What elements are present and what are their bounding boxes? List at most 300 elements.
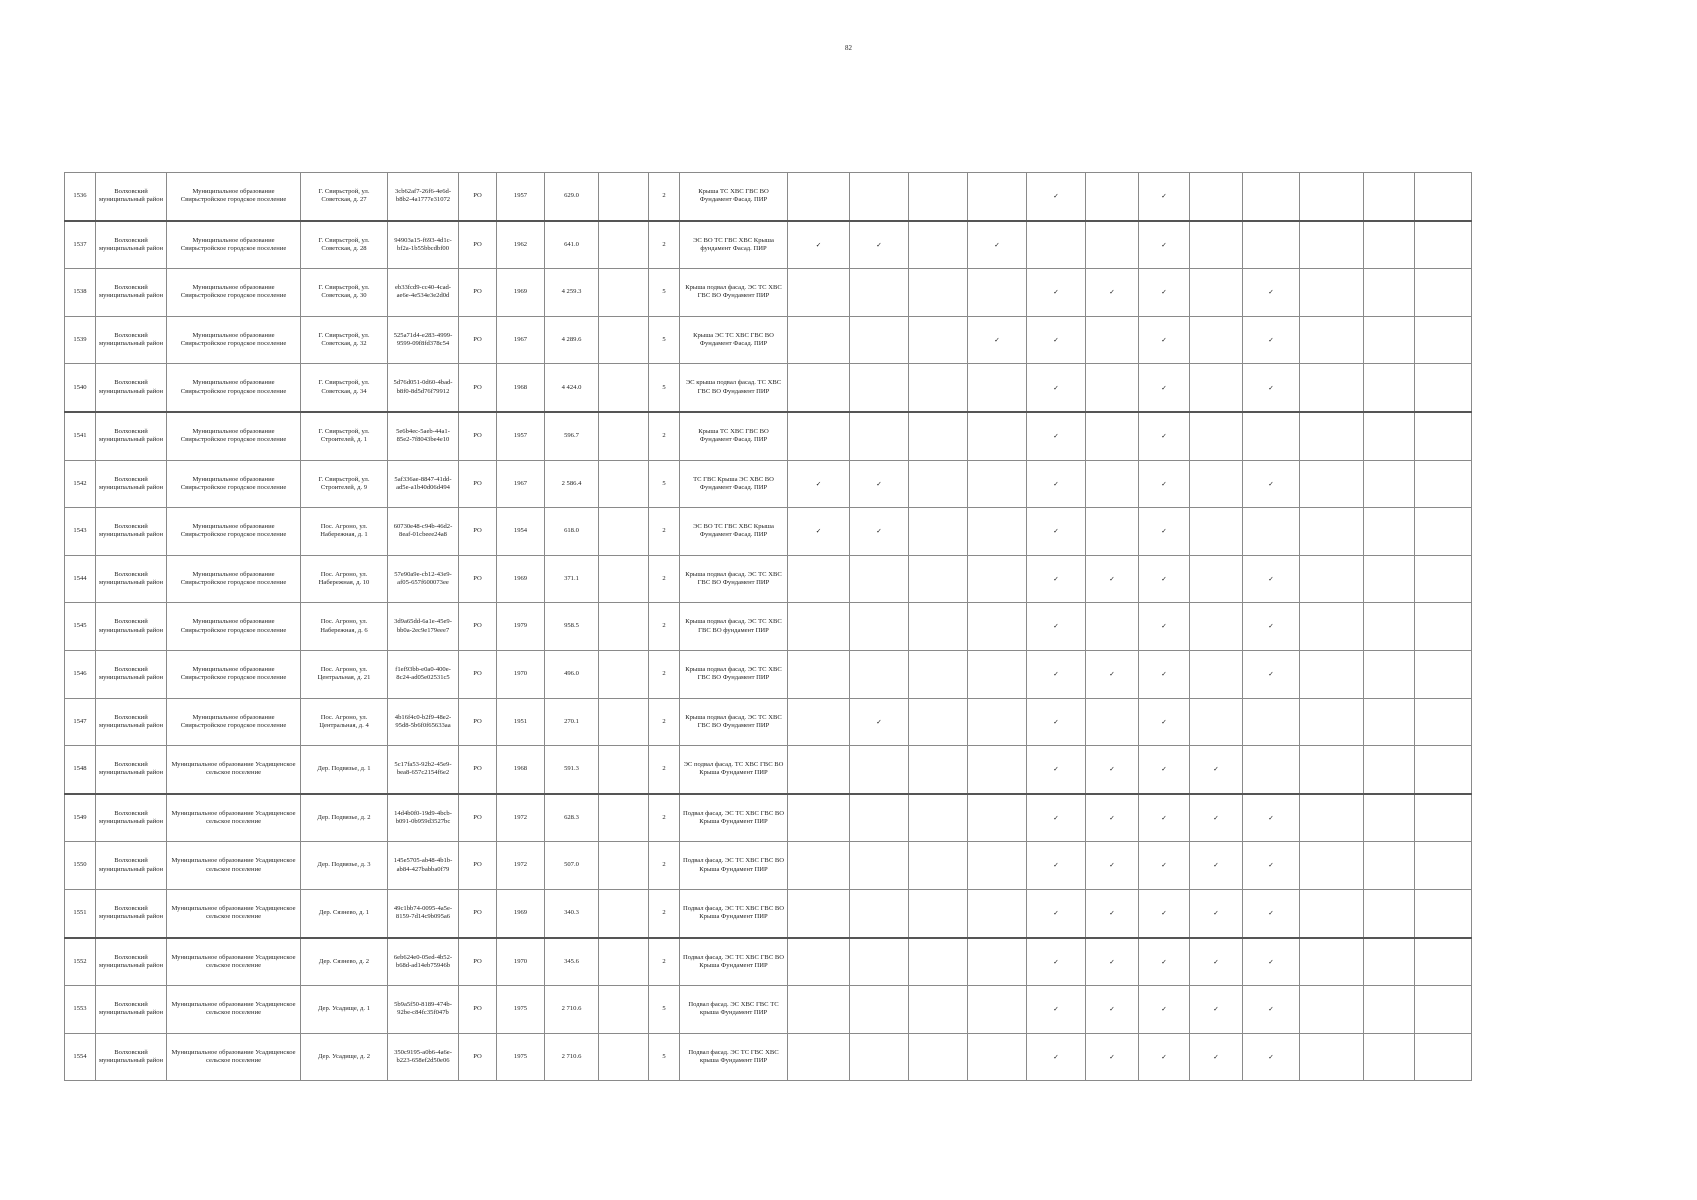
cell-empty: [1243, 221, 1300, 269]
cell-empty: [1190, 221, 1243, 269]
cell-empty: [1415, 650, 1472, 698]
cell-municipality: Муниципальное образование Свирьстройское городское поселение: [167, 412, 301, 460]
cell-address: Г. Свирьстрой, ул. Строителей, д. 9: [301, 460, 388, 508]
cell-empty: [909, 650, 968, 698]
cell-floors: 2: [649, 746, 680, 794]
check-mark-icon: ✓: [1027, 508, 1086, 556]
check-mark-icon: ✓: [1139, 460, 1190, 508]
cell-empty: [1300, 938, 1364, 986]
cell-empty: [909, 555, 968, 603]
cell-empty: [788, 1033, 850, 1081]
table-row: [65, 794, 1530, 842]
cell-municipality: Муниципальное образование Свирьстройское городское поселение: [167, 508, 301, 556]
cell-empty: [788, 794, 850, 842]
cell-empty: [1415, 173, 1472, 221]
cell-empty: [850, 889, 909, 937]
check-mark-icon: ✓: [1139, 269, 1190, 317]
cell-empty: [968, 555, 1027, 603]
cell-municipality: Муниципальное образование Свирьстройское городское поселение: [167, 555, 301, 603]
cell-num: 1550: [65, 842, 96, 890]
cell-area: 958.5: [545, 603, 599, 651]
cell-empty: [909, 842, 968, 890]
cell-empty: [1086, 316, 1139, 364]
cell-floors: 5: [649, 316, 680, 364]
cell-empty: [850, 794, 909, 842]
check-mark-icon: ✓: [1139, 986, 1190, 1034]
cell-empty: [1415, 986, 1472, 1034]
cell-num: 1539: [65, 316, 96, 364]
check-mark-icon: ✓: [850, 698, 909, 746]
cell-district: Волховский муниципальный район: [96, 555, 167, 603]
check-mark-icon: ✓: [1243, 364, 1300, 412]
cell-address: Г. Свирьстрой, ул. Советская, д. 27: [301, 173, 388, 221]
cell-empty: [1300, 269, 1364, 317]
cell-empty: [909, 316, 968, 364]
cell-empty: [1190, 698, 1243, 746]
cell-empty: [909, 508, 968, 556]
check-mark-icon: ✓: [1027, 889, 1086, 937]
cell-empty: [599, 221, 649, 269]
cell-area: 4 289.6: [545, 316, 599, 364]
cell-floors: 2: [649, 842, 680, 890]
cell-empty: [1300, 650, 1364, 698]
cell-year: 1979: [497, 603, 545, 651]
cell-fund: РО: [459, 1033, 497, 1081]
check-mark-icon: ✓: [1243, 555, 1300, 603]
cell-fund: РО: [459, 986, 497, 1034]
check-mark-icon: ✓: [1190, 746, 1243, 794]
cell-fund: РО: [459, 746, 497, 794]
cell-address: Г. Свирьстрой, ул. Советская, д. 32: [301, 316, 388, 364]
check-mark-icon: ✓: [1139, 746, 1190, 794]
cell-area: 345.6: [545, 938, 599, 986]
table-row: [65, 746, 1530, 794]
cell-empty: [1364, 412, 1415, 460]
cell-num: 1536: [65, 173, 96, 221]
cell-works: Крыша подвал фасад. ЭС ТС ХВС ГВС ВО Фундамент ПИР: [680, 555, 788, 603]
cell-empty: [909, 269, 968, 317]
cell-empty: [909, 603, 968, 651]
cell-num: 1549: [65, 794, 96, 842]
cell-year: 1962: [497, 221, 545, 269]
cell-empty: [968, 1033, 1027, 1081]
check-mark-icon: ✓: [1027, 364, 1086, 412]
cell-works: Подвал фасад. ЭС ТС ХВС ГВС ВО Крыша Фундамент ПИР: [680, 842, 788, 890]
cell-works: Подвал фасад. ЭС ХВС ГВС ТС крыша Фундамент ПИР: [680, 986, 788, 1034]
cell-empty: [599, 1033, 649, 1081]
cell-empty: [1243, 746, 1300, 794]
cell-fias: 6eb624e0-05ed-4b52-b68d-ad14eb75946b: [388, 938, 459, 986]
cell-empty: [1364, 889, 1415, 937]
cell-works: ЭС ВО ТС ГВС ХВС Крыша фундамент Фасад. ПИР: [680, 221, 788, 269]
cell-empty: [909, 364, 968, 412]
cell-empty: [1190, 269, 1243, 317]
cell-empty: [1243, 412, 1300, 460]
check-mark-icon: ✓: [1027, 555, 1086, 603]
cell-empty: [968, 364, 1027, 412]
check-mark-icon: ✓: [1139, 603, 1190, 651]
cell-address: Дер. Подвязье, д. 2: [301, 794, 388, 842]
cell-empty: [909, 986, 968, 1034]
cell-empty: [1415, 412, 1472, 460]
cell-district: Волховский муниципальный район: [96, 842, 167, 890]
cell-empty: [1300, 412, 1364, 460]
cell-empty: [968, 698, 1027, 746]
cell-year: 1969: [497, 269, 545, 317]
cell-num: 1538: [65, 269, 96, 317]
cell-empty: [1364, 555, 1415, 603]
check-mark-icon: ✓: [1027, 412, 1086, 460]
cell-empty: [788, 650, 850, 698]
cell-num: 1552: [65, 938, 96, 986]
cell-municipality: Муниципальное образование Свирьстройское городское поселение: [167, 603, 301, 651]
cell-empty: [1190, 460, 1243, 508]
cell-works: Подвал фасад. ЭС ТС ХВС ГВС ВО Крыша Фундамент ПИР: [680, 794, 788, 842]
cell-empty: [968, 986, 1027, 1034]
cell-fias: 5b9a5f50-8189-474b-92be-c84fc35f047b: [388, 986, 459, 1034]
cell-empty: [599, 794, 649, 842]
cell-works: Подвал фасад. ЭС ТС ГВС ХВС крыша Фундамент ПИР: [680, 1033, 788, 1081]
cell-municipality: Муниципальное образование Усадищенское сельское поселение: [167, 1033, 301, 1081]
cell-district: Волховский муниципальный район: [96, 269, 167, 317]
cell-empty: [599, 460, 649, 508]
cell-empty: [599, 173, 649, 221]
cell-works: Крыша подвал фасад. ЭС ТС ХВС ГВС ВО Фундамент ПИР: [680, 698, 788, 746]
cell-num: 1548: [65, 746, 96, 794]
cell-fund: РО: [459, 221, 497, 269]
check-mark-icon: ✓: [1086, 986, 1139, 1034]
check-mark-icon: ✓: [1027, 316, 1086, 364]
table-row: [65, 698, 1530, 746]
cell-empty: [968, 412, 1027, 460]
cell-works: Крыша ТС ХВС ГВС ВО Фундамент Фасад. ПИР: [680, 173, 788, 221]
check-mark-icon: ✓: [1027, 698, 1086, 746]
cell-empty: [1086, 508, 1139, 556]
check-mark-icon: ✓: [1027, 1033, 1086, 1081]
cell-empty: [788, 889, 850, 937]
check-mark-icon: ✓: [1027, 746, 1086, 794]
cell-empty: [599, 986, 649, 1034]
check-mark-icon: ✓: [850, 460, 909, 508]
cell-empty: [1300, 173, 1364, 221]
check-mark-icon: ✓: [1086, 269, 1139, 317]
cell-empty: [1364, 460, 1415, 508]
cell-fias: 94903a15-f693-4d1c-bf2a-1b55bbcdbf00: [388, 221, 459, 269]
check-mark-icon: ✓: [1190, 889, 1243, 937]
cell-empty: [1300, 460, 1364, 508]
cell-empty: [1300, 794, 1364, 842]
cell-empty: [1415, 938, 1472, 986]
cell-empty: [1364, 746, 1415, 794]
cell-year: 1967: [497, 316, 545, 364]
cell-area: 2 710.6: [545, 986, 599, 1034]
cell-district: Волховский муниципальный район: [96, 746, 167, 794]
check-mark-icon: ✓: [788, 221, 850, 269]
cell-address: Дер. Сязнево, д. 2: [301, 938, 388, 986]
cell-floors: 5: [649, 269, 680, 317]
cell-area: 591.3: [545, 746, 599, 794]
cell-empty: [1190, 412, 1243, 460]
cell-empty: [1300, 555, 1364, 603]
cell-empty: [1364, 221, 1415, 269]
table-row: [65, 412, 1530, 460]
table-row: [65, 173, 1530, 221]
cell-district: Волховский муниципальный район: [96, 1033, 167, 1081]
cell-fias: 3d9a65dd-6a1e-45e9-bb0a-2ec9e179eee7: [388, 603, 459, 651]
cell-empty: [850, 1033, 909, 1081]
cell-empty: [1415, 842, 1472, 890]
cell-works: Подвал фасад. ЭС ТС ХВС ГВС ВО Крыша Фундамент ПИР: [680, 889, 788, 937]
cell-num: 1544: [65, 555, 96, 603]
cell-empty: [968, 269, 1027, 317]
cell-year: 1957: [497, 412, 545, 460]
cell-empty: [909, 794, 968, 842]
cell-empty: [599, 650, 649, 698]
cell-floors: 5: [649, 1033, 680, 1081]
cell-municipality: Муниципальное образование Свирьстройское городское поселение: [167, 316, 301, 364]
cell-empty: [1415, 460, 1472, 508]
cell-empty: [1300, 889, 1364, 937]
cell-area: 507.0: [545, 842, 599, 890]
cell-fias: f1ef93bb-e0a0-400e-8c24-ad05e02531c5: [388, 650, 459, 698]
table-row: [65, 938, 1530, 986]
cell-empty: [968, 650, 1027, 698]
cell-empty: [1190, 316, 1243, 364]
cell-floors: 2: [649, 221, 680, 269]
cell-empty: [850, 603, 909, 651]
check-mark-icon: ✓: [1086, 794, 1139, 842]
cell-works: Крыша ТС ХВС ГВС ВО Фундамент Фасад. ПИР: [680, 412, 788, 460]
check-mark-icon: ✓: [1190, 938, 1243, 986]
cell-empty: [788, 603, 850, 651]
cell-empty: [1415, 269, 1472, 317]
cell-num: 1541: [65, 412, 96, 460]
cell-area: 270.1: [545, 698, 599, 746]
cell-floors: 2: [649, 508, 680, 556]
cell-empty: [968, 938, 1027, 986]
cell-address: Пос. Агроно, ул. Набережная, д. 6: [301, 603, 388, 651]
cell-empty: [1415, 603, 1472, 651]
check-mark-icon: ✓: [1086, 938, 1139, 986]
cell-municipality: Муниципальное образование Свирьстройское городское поселение: [167, 221, 301, 269]
cell-empty: [1415, 316, 1472, 364]
cell-empty: [850, 364, 909, 412]
cell-num: 1543: [65, 508, 96, 556]
cell-fias: 5e6b4ec-5aeb-44a1-85e2-7f8043be4e10: [388, 412, 459, 460]
check-mark-icon: ✓: [788, 508, 850, 556]
cell-empty: [1364, 698, 1415, 746]
cell-year: 1968: [497, 364, 545, 412]
cell-fias: 3cb62af7-26f6-4e6d-b8b2-4a1777e31072: [388, 173, 459, 221]
cell-address: Г. Свирьстрой, ул. Строителей, д. 1: [301, 412, 388, 460]
cell-address: Дер. Подвязье, д. 1: [301, 746, 388, 794]
housing-register-table: [64, 172, 1530, 1081]
cell-floors: 2: [649, 173, 680, 221]
cell-year: 1969: [497, 889, 545, 937]
cell-empty: [968, 508, 1027, 556]
cell-empty: [909, 698, 968, 746]
cell-address: Пос. Агроно, ул. Набережная, д. 1: [301, 508, 388, 556]
cell-area: 371.1: [545, 555, 599, 603]
cell-floors: 2: [649, 555, 680, 603]
cell-empty: [1086, 412, 1139, 460]
cell-works: ЭС крыша подвал фасад. ТС ХВС ГВС ВО Фундамент ПИР: [680, 364, 788, 412]
cell-district: Волховский муниципальный район: [96, 508, 167, 556]
cell-municipality: Муниципальное образование Свирьстройское городское поселение: [167, 364, 301, 412]
cell-empty: [1364, 986, 1415, 1034]
cell-empty: [1300, 508, 1364, 556]
cell-empty: [850, 412, 909, 460]
cell-empty: [909, 938, 968, 986]
cell-empty: [788, 698, 850, 746]
check-mark-icon: ✓: [1139, 938, 1190, 986]
cell-address: Пос. Агроно, ул. Центральная, д. 21: [301, 650, 388, 698]
cell-empty: [968, 842, 1027, 890]
cell-works: ЭС ВО ТС ГВС ХВС Крыша Фундамент Фасад. ПИР: [680, 508, 788, 556]
check-mark-icon: ✓: [850, 508, 909, 556]
cell-fund: РО: [459, 364, 497, 412]
cell-municipality: Муниципальное образование Свирьстройское городское поселение: [167, 650, 301, 698]
cell-empty: [599, 746, 649, 794]
cell-empty: [1364, 603, 1415, 651]
check-mark-icon: ✓: [1139, 508, 1190, 556]
check-mark-icon: ✓: [1086, 1033, 1139, 1081]
check-mark-icon: ✓: [1243, 269, 1300, 317]
check-mark-icon: ✓: [1139, 316, 1190, 364]
cell-fund: РО: [459, 650, 497, 698]
cell-empty: [599, 364, 649, 412]
cell-empty: [1415, 555, 1472, 603]
cell-empty: [850, 938, 909, 986]
cell-area: 496.0: [545, 650, 599, 698]
cell-num: 1553: [65, 986, 96, 1034]
cell-district: Волховский муниципальный район: [96, 316, 167, 364]
cell-district: Волховский муниципальный район: [96, 221, 167, 269]
cell-fias: eb33fcd9-cc40-4cad-ae6e-4e534e3e2d0d: [388, 269, 459, 317]
table-row: [65, 364, 1530, 412]
check-mark-icon: ✓: [1243, 938, 1300, 986]
cell-empty: [599, 412, 649, 460]
cell-fund: РО: [459, 603, 497, 651]
cell-year: 1969: [497, 555, 545, 603]
cell-num: 1545: [65, 603, 96, 651]
cell-empty: [788, 842, 850, 890]
table-row: [65, 221, 1530, 269]
cell-address: Г. Свирьстрой, ул. Советская, д. 30: [301, 269, 388, 317]
table-row: [65, 316, 1530, 364]
cell-num: 1542: [65, 460, 96, 508]
check-mark-icon: ✓: [1190, 986, 1243, 1034]
cell-fund: РО: [459, 889, 497, 937]
cell-year: 1968: [497, 746, 545, 794]
cell-year: 1954: [497, 508, 545, 556]
cell-empty: [850, 269, 909, 317]
table-row: [65, 1033, 1530, 1081]
cell-empty: [909, 460, 968, 508]
cell-floors: 2: [649, 938, 680, 986]
cell-empty: [909, 221, 968, 269]
cell-empty: [1243, 508, 1300, 556]
cell-empty: [1415, 221, 1472, 269]
cell-works: Крыша подвал фасад. ЭС ТС ХВС ГВС ВО фундамент ПИР: [680, 603, 788, 651]
cell-empty: [788, 938, 850, 986]
cell-floors: 2: [649, 794, 680, 842]
cell-empty: [1027, 221, 1086, 269]
cell-municipality: Муниципальное образование Усадищенское сельское поселение: [167, 986, 301, 1034]
cell-empty: [1190, 173, 1243, 221]
cell-empty: [850, 650, 909, 698]
check-mark-icon: ✓: [1139, 173, 1190, 221]
cell-empty: [850, 555, 909, 603]
cell-address: Дер. Подвязье, д. 3: [301, 842, 388, 890]
cell-empty: [1364, 794, 1415, 842]
cell-district: Волховский муниципальный район: [96, 938, 167, 986]
cell-num: 1546: [65, 650, 96, 698]
cell-address: Дер. Усадище, д. 1: [301, 986, 388, 1034]
cell-address: Дер. Усадище, д. 2: [301, 1033, 388, 1081]
cell-empty: [968, 603, 1027, 651]
cell-empty: [1364, 364, 1415, 412]
cell-empty: [909, 412, 968, 460]
cell-empty: [599, 555, 649, 603]
table-row: [65, 508, 1530, 556]
cell-empty: [909, 889, 968, 937]
cell-empty: [1364, 938, 1415, 986]
cell-floors: 2: [649, 650, 680, 698]
cell-address: Дер. Сязнево, д. 1: [301, 889, 388, 937]
check-mark-icon: ✓: [1190, 1033, 1243, 1081]
cell-empty: [909, 746, 968, 794]
check-mark-icon: ✓: [1190, 794, 1243, 842]
cell-year: 1972: [497, 794, 545, 842]
cell-empty: [1364, 650, 1415, 698]
cell-empty: [1086, 221, 1139, 269]
check-mark-icon: ✓: [1086, 842, 1139, 890]
cell-empty: [788, 412, 850, 460]
cell-empty: [1086, 173, 1139, 221]
cell-empty: [599, 603, 649, 651]
cell-works: Подвал фасад. ЭС ТС ХВС ГВС ВО Крыша Фундамент ПИР: [680, 938, 788, 986]
cell-empty: [788, 746, 850, 794]
check-mark-icon: ✓: [1139, 842, 1190, 890]
cell-empty: [1300, 986, 1364, 1034]
cell-empty: [1364, 173, 1415, 221]
check-mark-icon: ✓: [1139, 650, 1190, 698]
check-mark-icon: ✓: [1086, 555, 1139, 603]
check-mark-icon: ✓: [1027, 938, 1086, 986]
cell-empty: [788, 316, 850, 364]
table-row: [65, 842, 1530, 890]
cell-num: 1554: [65, 1033, 96, 1081]
cell-fias: 5af336ae-8847-41dd-ad5e-a1b40d06d494: [388, 460, 459, 508]
cell-address: Пос. Агроно, ул. Центральная, д. 4: [301, 698, 388, 746]
table-row: [65, 889, 1530, 937]
cell-empty: [1300, 698, 1364, 746]
check-mark-icon: ✓: [1139, 221, 1190, 269]
cell-district: Волховский муниципальный район: [96, 603, 167, 651]
cell-works: ТС ГВС Крыша ЭС ХВС ВО Фундамент Фасад. ПИР: [680, 460, 788, 508]
cell-empty: [1300, 746, 1364, 794]
cell-empty: [599, 269, 649, 317]
cell-empty: [788, 173, 850, 221]
cell-empty: [599, 842, 649, 890]
table-row: [65, 555, 1530, 603]
cell-floors: 5: [649, 986, 680, 1034]
cell-empty: [1415, 698, 1472, 746]
cell-empty: [850, 746, 909, 794]
cell-area: 4 424.0: [545, 364, 599, 412]
cell-empty: [599, 316, 649, 364]
